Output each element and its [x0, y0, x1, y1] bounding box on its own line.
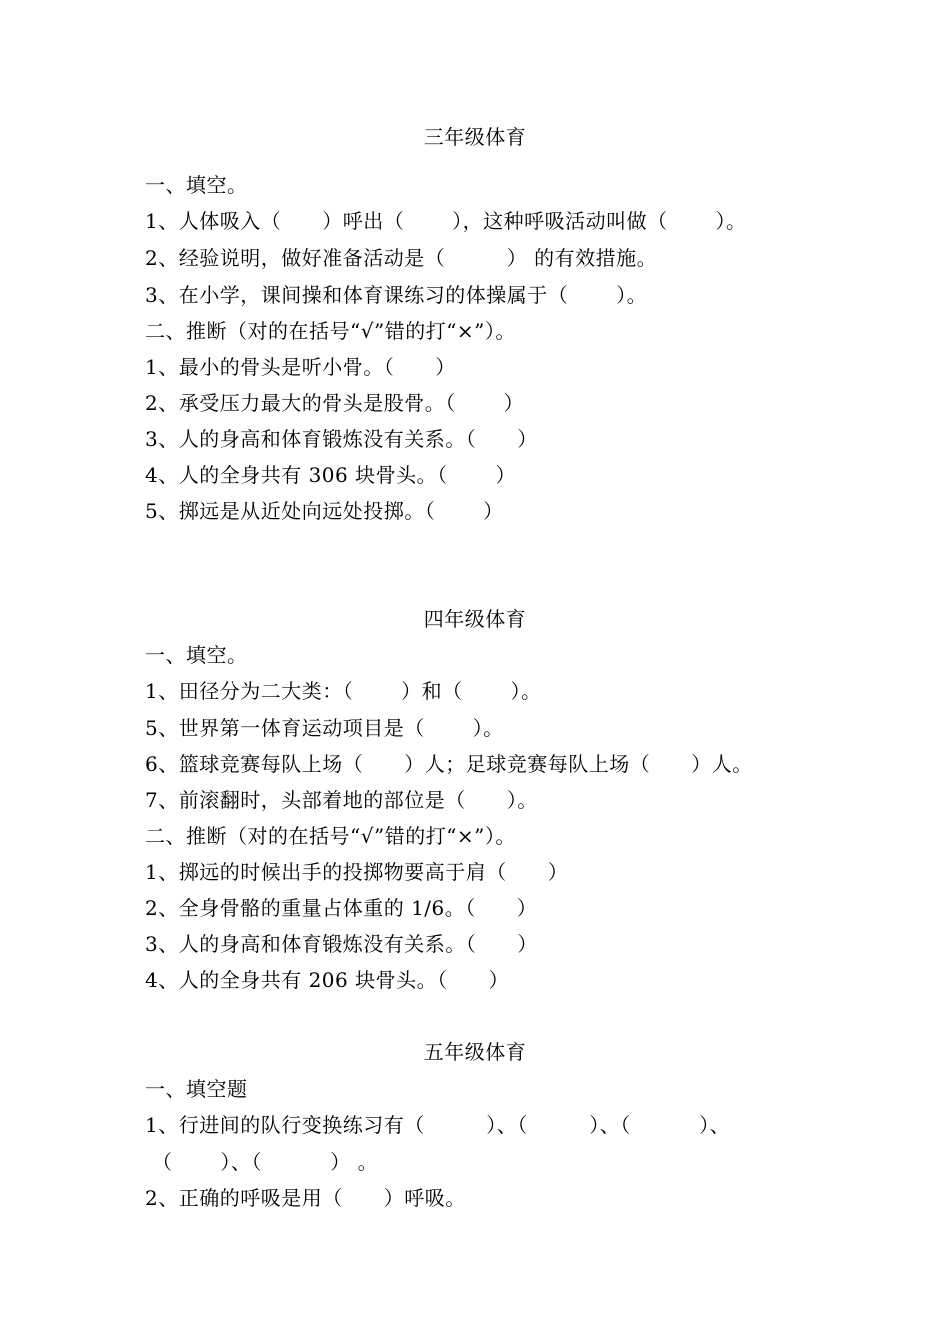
fill-heading-grade4: 一、填空。: [145, 643, 248, 667]
judge-item: 2、全身骨骼的重量占体重的 1/6。（ ）: [145, 896, 538, 920]
section-title-grade5: 五年级体育: [423, 1040, 527, 1064]
fill-item: 1、行进间的队行变换练习有（ ）、（ ）、（ ）、: [145, 1113, 731, 1137]
fill-item: 5、世界第一体育运动项目是（ ）。: [145, 716, 504, 740]
fill-item: 7、前滚翻时，头部着地的部位是（ ）。: [145, 788, 538, 812]
fill-item-continuation: （ ）、（ ） 。: [152, 1150, 379, 1174]
judge-item: 1、掷远的时候出手的投掷物要高于肩（ ）: [145, 860, 569, 884]
fill-heading-grade3: 一、填空。: [145, 173, 248, 197]
fill-item: 1、田径分为二大类：（ ）和（ ）。: [145, 679, 542, 703]
fill-item: 2、经验说明，做好准备活动是（ ） 的有效措施。: [145, 246, 658, 270]
judge-heading-grade4: 二、推断（对的在括号“√”错的打“×”）。: [145, 824, 516, 848]
section-title-grade4: 四年级体育: [423, 607, 527, 631]
judge-item: 4、人的全身共有 206 块骨头。（ ）: [145, 968, 510, 992]
judge-item: 3、人的身高和体育锻炼没有关系。（ ）: [145, 427, 538, 451]
fill-item: 3、在小学，课间操和体育课练习的体操属于（ ）。: [145, 283, 648, 307]
fill-item: 2、正确的呼吸是用（ ）呼吸。: [145, 1186, 466, 1210]
judge-item: 1、最小的骨头是听小骨。（ ）: [145, 355, 456, 379]
judge-item: 2、承受压力最大的骨头是股骨。（ ）: [145, 391, 525, 415]
fill-heading-grade5: 一、填空题: [145, 1077, 248, 1101]
judge-heading-grade3: 二、推断（对的在括号“√”错的打“×”）。: [145, 319, 516, 343]
fill-item: 6、篮球竞赛每队上场（ ）人；足球竞赛每队上场（ ）人。: [145, 752, 753, 776]
fill-item: 1、人体吸入（ ）呼出（ ），这种呼吸活动叫做（ ）。: [145, 209, 747, 233]
judge-item: 3、人的身高和体育锻炼没有关系。（ ）: [145, 932, 538, 956]
judge-item: 5、掷远是从近处向远处投掷。（ ）: [145, 499, 504, 523]
section-title-grade3: 三年级体育: [423, 125, 527, 149]
judge-item: 4、人的全身共有 306 块骨头。（ ）: [145, 463, 516, 487]
